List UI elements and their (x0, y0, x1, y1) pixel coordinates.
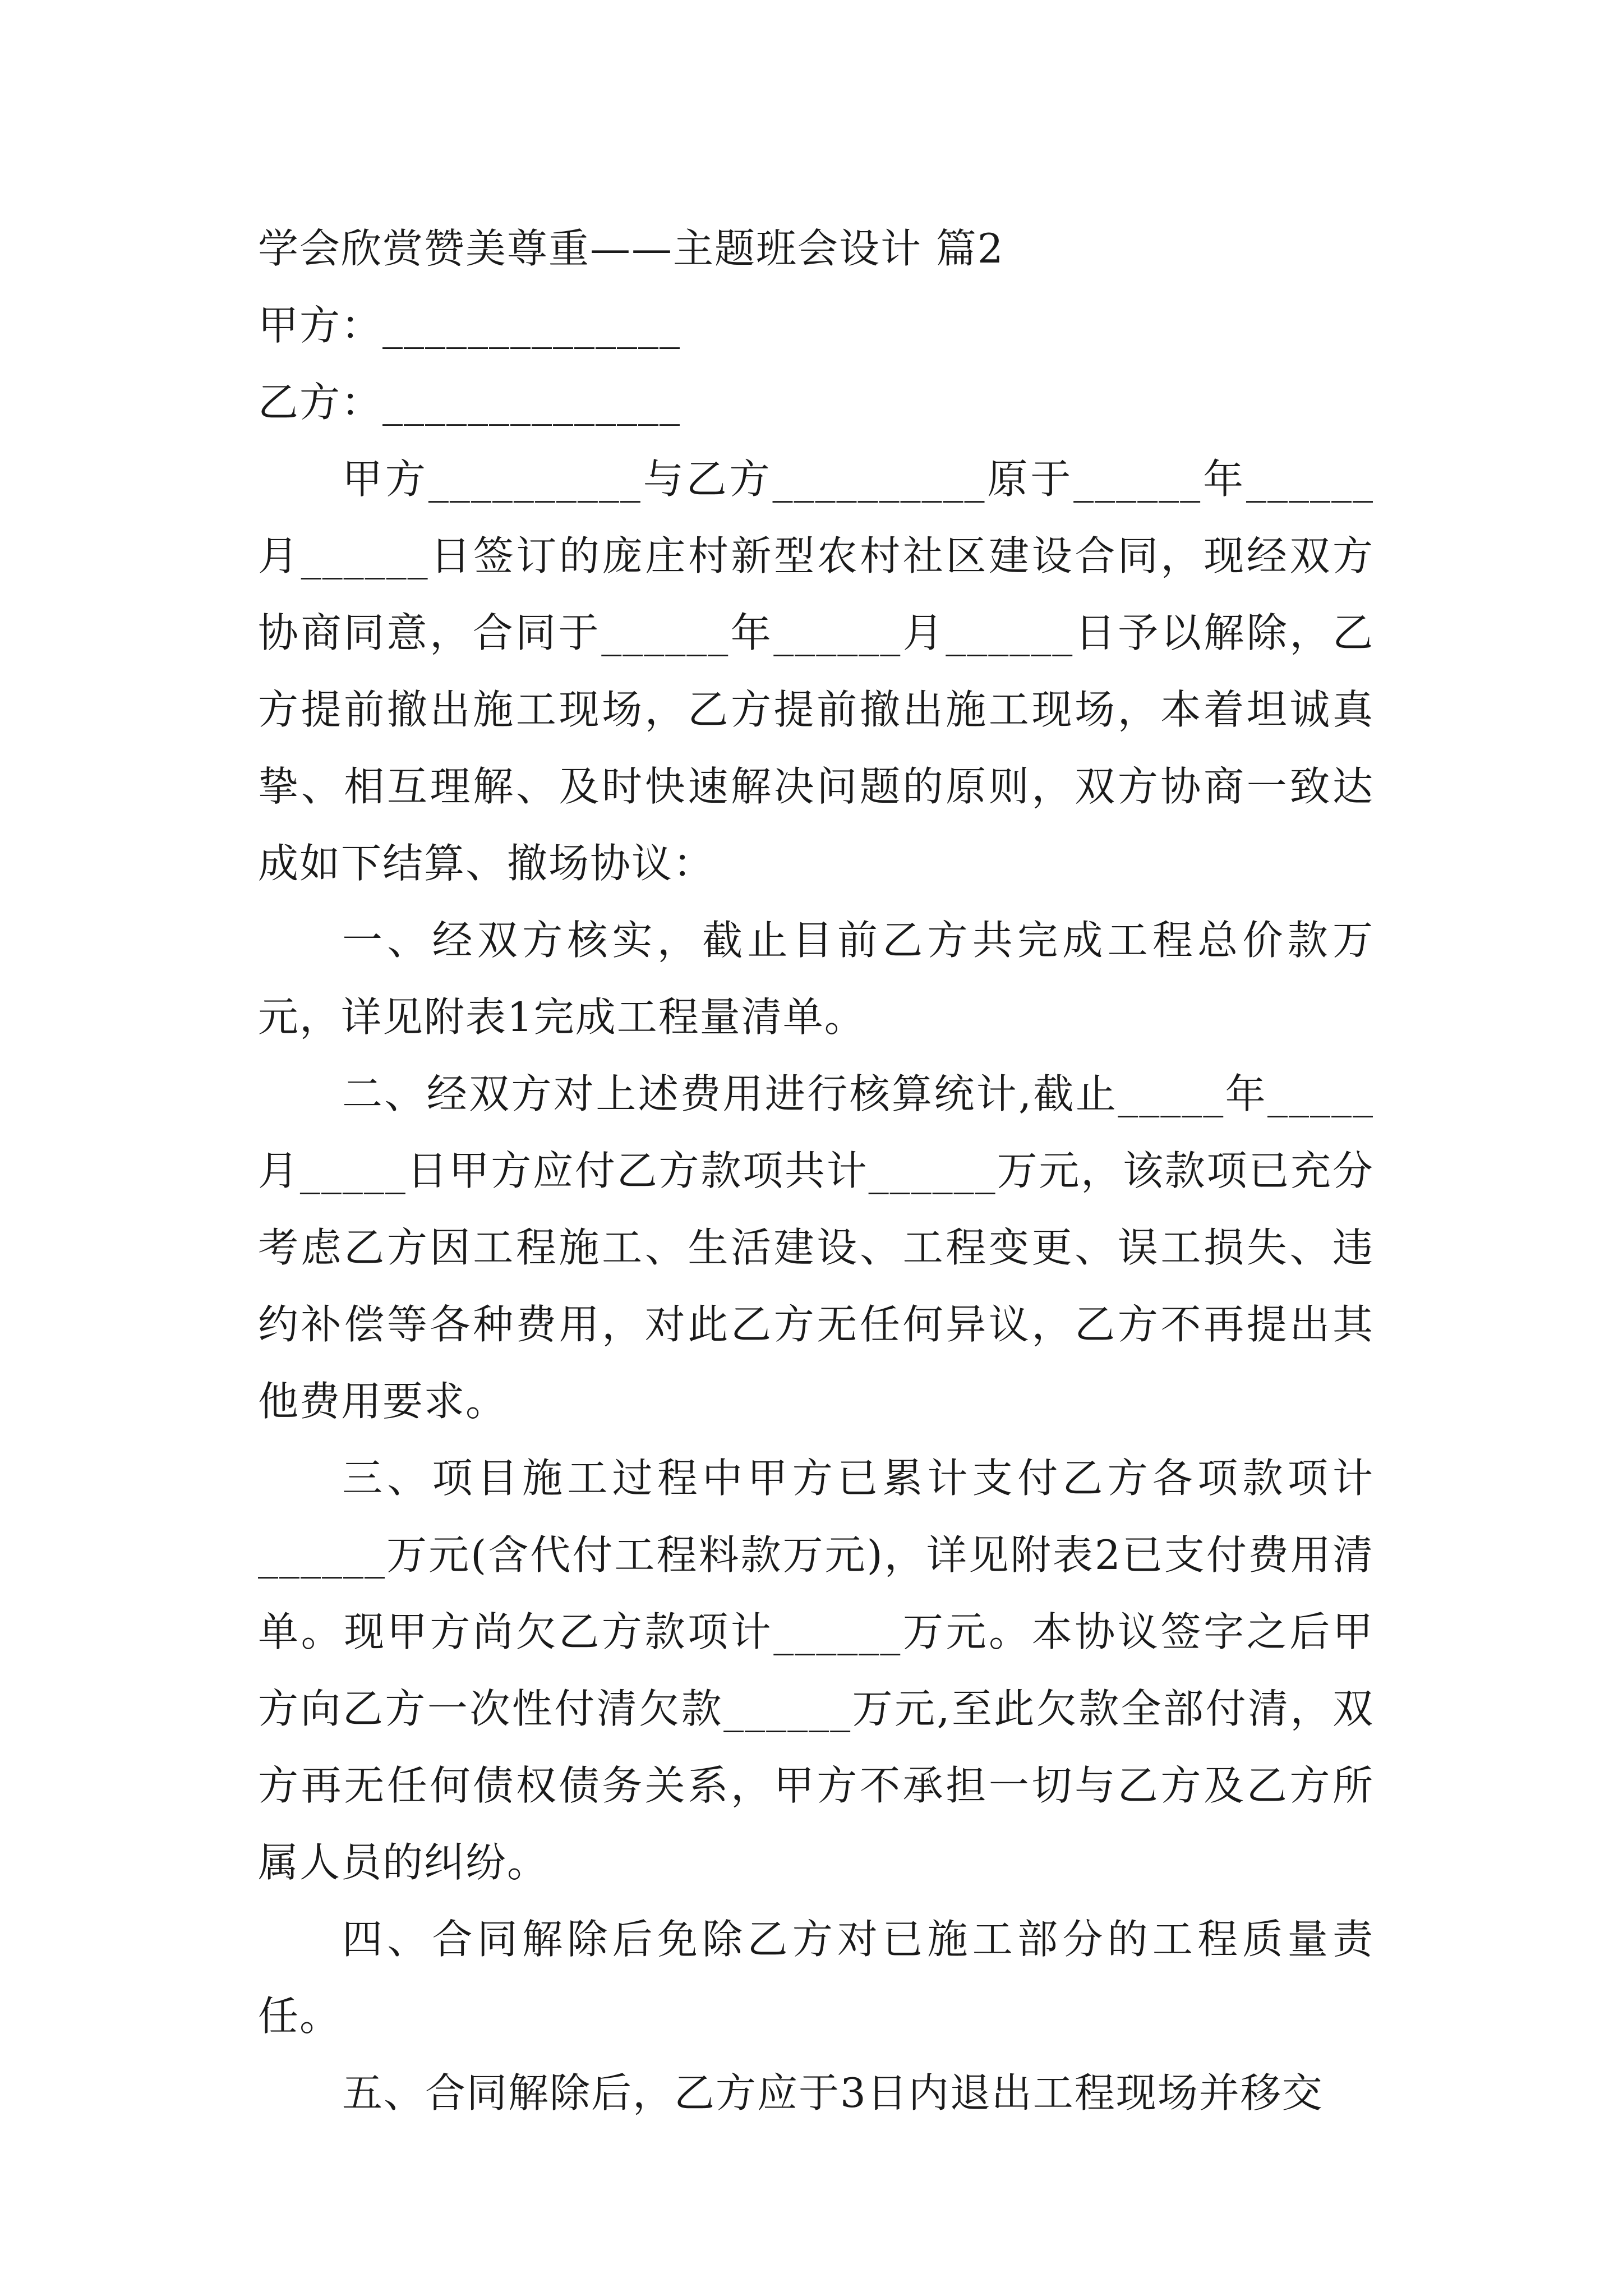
paragraph-clause-4: 四、合同解除后免除乙方对已施工部分的工程质量责任。 (258, 1916, 1374, 2040)
paragraph-clause-2: 二、经双方对上述费用进行核算统计,截止_____年_____月_____日甲方应付乙方款项共计______万元，该款项已充分考虑乙方因工程施工、生活建设、工程变更、误工损失、违约补偿等各种费用，对此乙方无任何异议，乙方不再提出其他费用要求。 (258, 1070, 1374, 1425)
party-b-line: 乙方：______________ (258, 379, 681, 426)
paragraph-clause-3: 三、项目施工过程中甲方已累计支付乙方各项款项计______万元(含代付工程料款万元)，详见附表2已支付费用清单。现甲方尚欠乙方款项计______万元。本协议签字之后甲方向乙方一次性付清欠款______万元,至此欠款全部付清，双方再无任何债权债务关系，甲方不承担一切与乙方及乙方所属人员的纠纷。 (258, 1455, 1374, 1886)
paragraph-clause-1: 一、经双方核实，截止目前乙方共完成工程总价款万元，详见附表1完成工程量清单。 (258, 917, 1374, 1041)
document-title: 学会欣赏赞美尊重——主题班会设计 篇2 (258, 225, 1004, 272)
document-body (258, 210, 1374, 2132)
paragraph-intro: 甲方__________与乙方__________原于______年______月______日签订的庞庄村新型农村社区建设合同，现经双方协商同意，合同于______年______月______日予以解除，乙方提前撤出施工现场，乙方提前撤出施工现场，本着坦诚真挚、相互理解、及时快速解决问题的原则，双方协商一致达成如下结算、撤场协议： (258, 455, 1374, 887)
party-a-line: 甲方：______________ (258, 302, 681, 349)
paragraph-clause-5: 五、合同解除后，乙方应于3日内退出工程现场并移交 (342, 2069, 1324, 2116)
